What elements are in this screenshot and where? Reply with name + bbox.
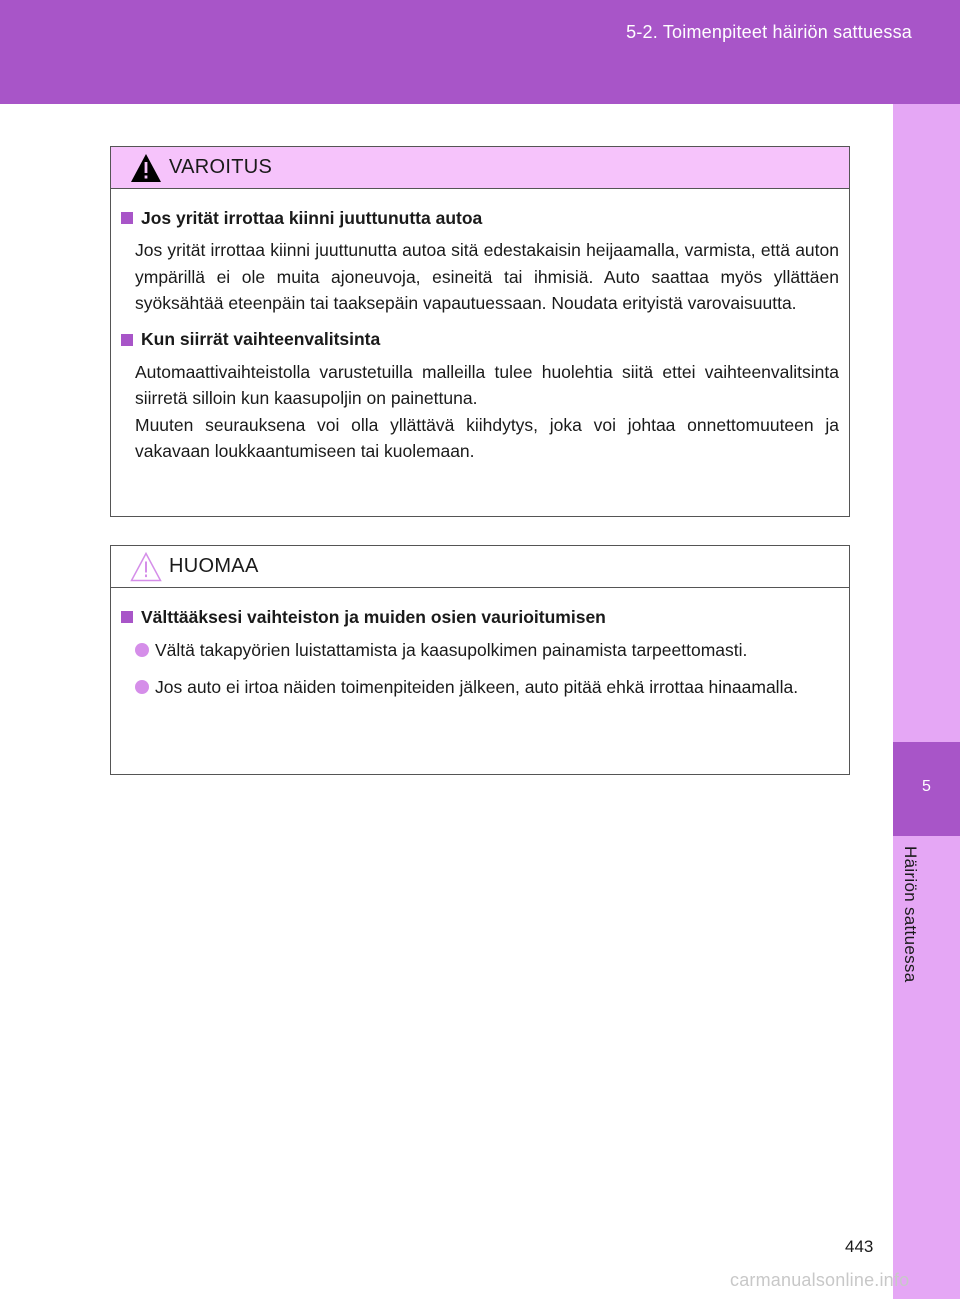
list-item: Jos auto ei irtoa näiden toimenpiteiden jälkeen, auto pitää ehkä irrottaa hinaamalla. — [121, 673, 839, 702]
watermark[interactable]: carmanualsonline.info — [730, 1270, 910, 1290]
square-bullet-icon — [121, 611, 133, 623]
page-number: 443 — [845, 1237, 874, 1256]
warning-section-title: Jos yrität irrottaa kiinni juuttunutta autoa — [121, 205, 839, 231]
notice-triangle-icon — [129, 551, 163, 583]
list-item: Vältä takapyörien luistattamista ja kaasupolkimen painamista tarpeettomasti. — [121, 636, 839, 665]
notice-title: HUOMAA — [169, 555, 259, 577]
notice-header — [111, 546, 849, 588]
square-bullet-icon — [121, 334, 133, 346]
chapter-tab — [893, 742, 960, 836]
notice-section-title: Välttääksesi vaihteiston ja muiden osien vaurioitumisen — [121, 604, 839, 630]
warning-section-title: Kun siirrät vaihteenvalitsinta — [121, 327, 839, 353]
warning-triangle-icon — [129, 152, 163, 184]
warning-header — [111, 147, 849, 189]
page-header — [0, 0, 960, 104]
chapter-label: Häiriön sattuessa — [901, 846, 920, 983]
chapter-number: 5 — [922, 778, 931, 795]
warning-paragraph: Muuten seurauksena voi olla yllättävä kiihdytys, joka voi johtaa onnettomuuteen ja vakavaan loukkaantumiseen tai kuolemaan. — [135, 414, 839, 461]
notice-box — [110, 545, 850, 775]
warning-paragraph: Jos yrität irrottaa kiinni juuttunutta autoa sitä edestakaisin heijaamalla, varmista, että auton ympärillä ei ole muita ajoneuvoja, esineitä tai ihmisiä. Auto saattaa myös yllättäen syöksähtää eteenpäin tai taaksepäin vapautuessaan. Noudata erityistä varovaisuutta. — [135, 240, 839, 313]
square-bullet-icon — [121, 212, 133, 224]
circle-bullet-icon — [135, 680, 149, 694]
section-title: 5-2. Toimenpiteet häiriön sattuessa — [626, 22, 912, 42]
warning-box — [110, 146, 850, 517]
circle-bullet-icon — [135, 643, 149, 657]
warning-paragraph: Automaattivaihteistolla varustetuilla malleilla tulee huolehtia siitä ettei vaihteenvalitsinta siirretä silloin kun kaasupoljin on painettuna. — [135, 361, 839, 408]
notice-body — [111, 588, 849, 702]
side-tab — [893, 104, 960, 1299]
warning-body — [111, 189, 849, 465]
warning-title: VAROITUS — [169, 156, 273, 178]
